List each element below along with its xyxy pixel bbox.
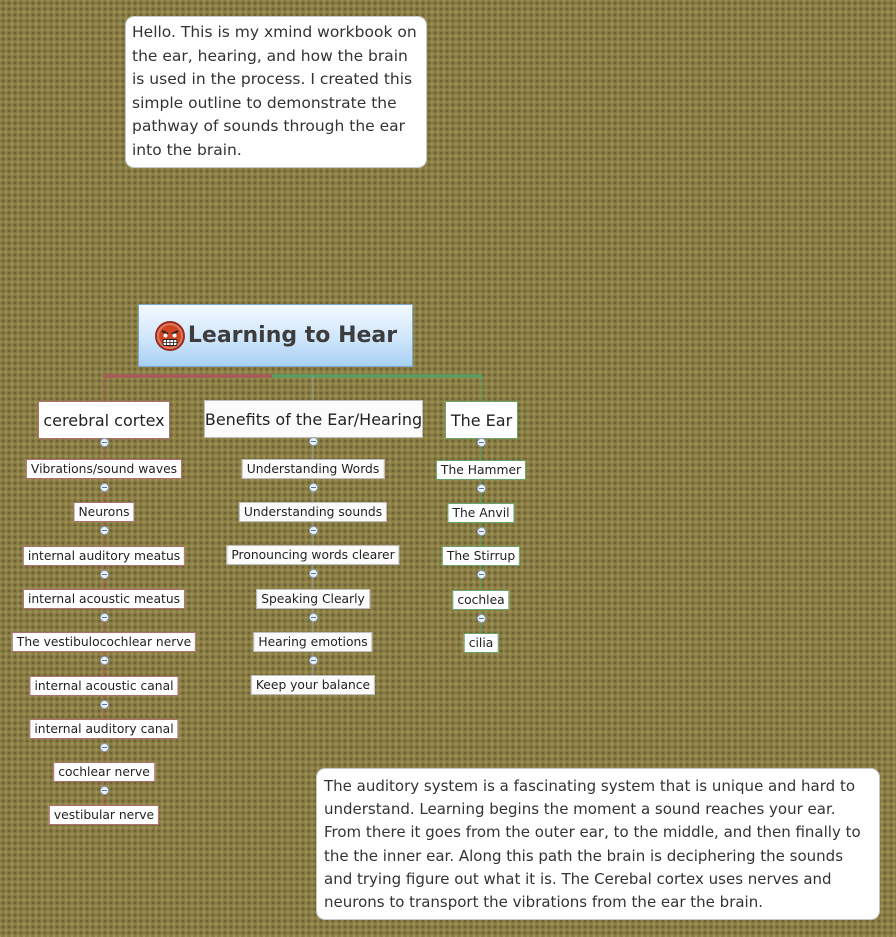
collapse-toggle-icon[interactable] <box>477 484 486 493</box>
collapse-toggle-icon[interactable] <box>100 483 109 492</box>
angry-face-icon <box>154 320 186 352</box>
collapse-toggle-icon[interactable] <box>100 743 109 752</box>
ear-item[interactable]: The Anvil <box>447 503 514 523</box>
intro-note: Hello. This is my xmind workbook on the ear, hearing, and how the brain is used in the process. I created this simple outline to demonstrate the pathway of sounds through the ear into the brain. <box>125 16 427 168</box>
collapse-toggle-icon[interactable] <box>477 614 486 623</box>
benefits-item[interactable]: Understanding Words <box>242 459 385 479</box>
benefits-item[interactable]: Speaking Clearly <box>256 589 370 609</box>
branch-the-ear[interactable]: The Ear <box>445 401 518 439</box>
ear-item[interactable]: cochlea <box>452 590 509 610</box>
collapse-toggle-icon[interactable] <box>309 437 318 446</box>
collapse-toggle-icon[interactable] <box>100 526 109 535</box>
ear-item[interactable]: The Stirrup <box>442 546 520 566</box>
collapse-toggle-icon[interactable] <box>477 438 486 447</box>
collapse-toggle-icon[interactable] <box>100 786 109 795</box>
collapse-toggle-icon[interactable] <box>309 526 318 535</box>
summary-note: The auditory system is a fascinating system that is unique and hard to understand. Learning begins the moment a sound reaches your ear. From there it goes from the outer ear, to the middle, and then finally to the the inner ear. Along this path the brain is deciphering the sounds and trying figure out what it is. The Cerebal cortex uses nerves and neurons to transport the vibrations from the ear the brain. <box>316 768 880 920</box>
collapse-toggle-icon[interactable] <box>309 483 318 492</box>
benefits-item[interactable]: Pronouncing words clearer <box>226 545 399 565</box>
ear-item[interactable]: The Hammer <box>436 460 526 480</box>
collapse-toggle-icon[interactable] <box>100 570 109 579</box>
central-topic[interactable] <box>138 304 413 367</box>
benefits-item[interactable]: Understanding sounds <box>239 502 387 522</box>
cerebral-item[interactable]: cochlear nerve <box>53 762 155 782</box>
collapse-toggle-icon[interactable] <box>477 527 486 536</box>
cerebral-item[interactable]: Neurons <box>73 502 134 522</box>
cerebral-item[interactable]: internal acoustic canal <box>29 676 178 696</box>
cerebral-item[interactable]: vestibular nerve <box>49 805 159 825</box>
cerebral-item[interactable]: internal auditory canal <box>29 719 178 739</box>
branch-benefits[interactable]: Benefits of the Ear/Hearing <box>204 400 423 438</box>
benefits-item[interactable]: Hearing emotions <box>253 632 372 652</box>
cerebral-item[interactable]: The vestibulocochlear nerve <box>12 632 196 652</box>
cerebral-item[interactable]: Vibrations/sound waves <box>26 459 182 479</box>
collapse-toggle-icon[interactable] <box>100 700 109 709</box>
benefits-item[interactable]: Keep your balance <box>251 675 375 695</box>
cerebral-item[interactable]: internal acoustic meatus <box>23 589 185 609</box>
cerebral-item[interactable]: internal auditory meatus <box>23 546 185 566</box>
collapse-toggle-icon[interactable] <box>100 438 109 447</box>
central-title: Learning to Hear <box>187 323 398 348</box>
branch-cerebral-cortex[interactable]: cerebral cortex <box>38 401 170 439</box>
collapse-toggle-icon[interactable] <box>309 569 318 578</box>
collapse-toggle-icon[interactable] <box>477 570 486 579</box>
ear-item[interactable]: cilia <box>464 633 499 653</box>
collapse-toggle-icon[interactable] <box>100 613 109 622</box>
collapse-toggle-icon[interactable] <box>309 656 318 665</box>
collapse-toggle-icon[interactable] <box>100 656 109 665</box>
collapse-toggle-icon[interactable] <box>309 613 318 622</box>
